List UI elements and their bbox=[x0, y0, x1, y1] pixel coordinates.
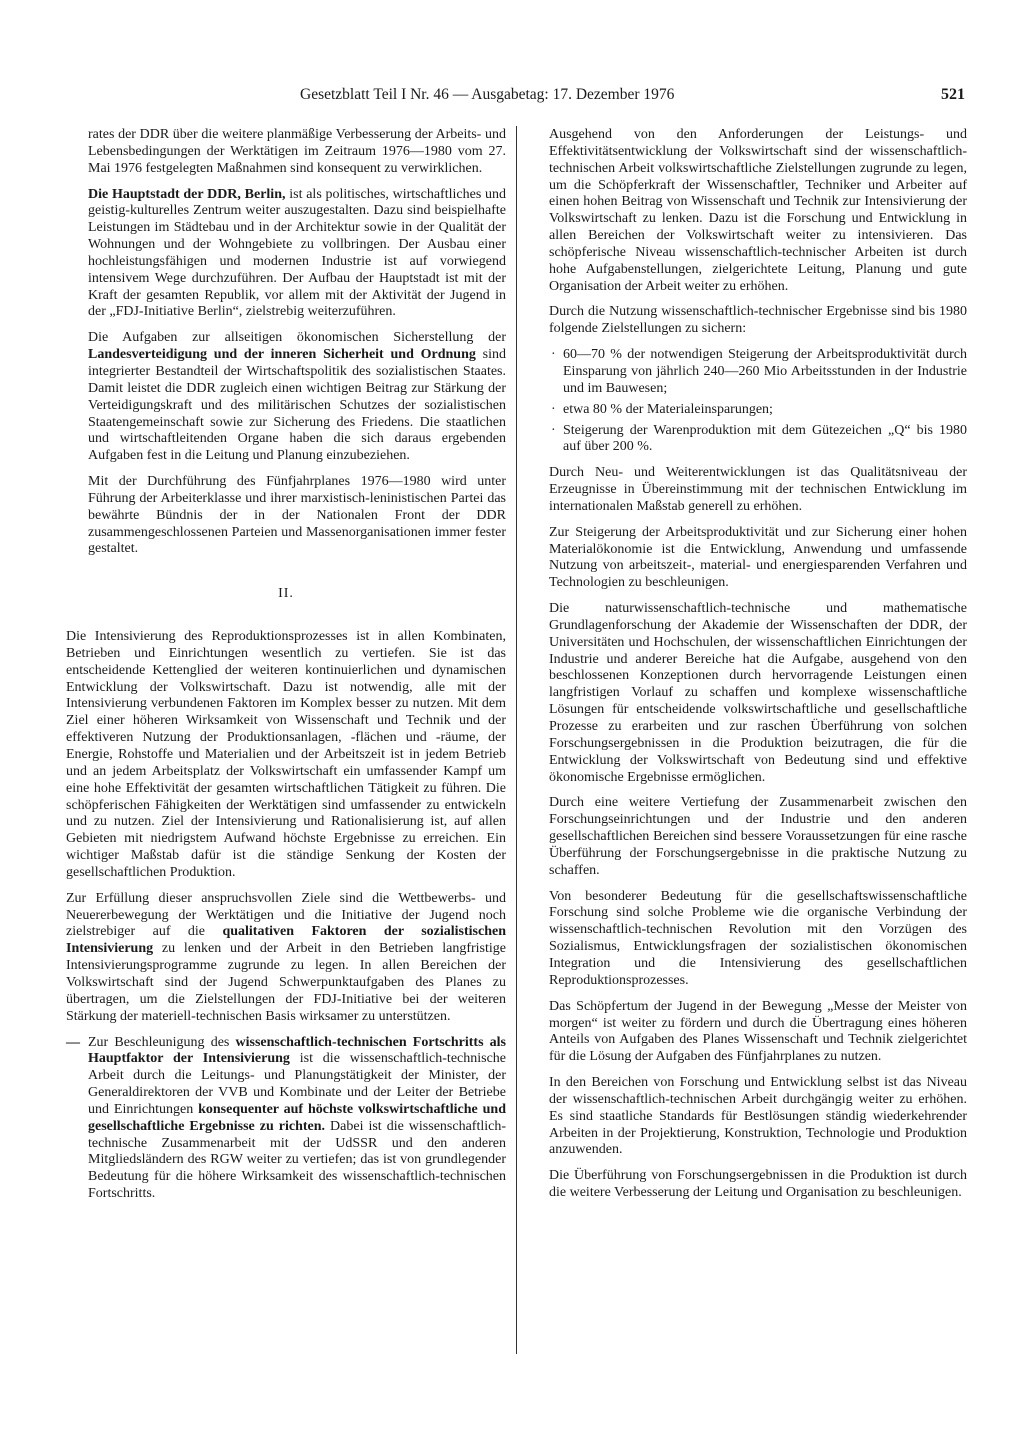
paragraph-text: Durch eine weitere Vertiefung der Zusammenarbeit zwischen den Forschungseinrichtungen und der Industrie und den anderen gesellschaftlichen Bereichen sind bessere Voraussetzungen für eine rasche Überführung der Forschungsergebnisse in die praktische Nutzung zu schaffen. bbox=[549, 795, 967, 878]
right-column bbox=[549, 127, 967, 1211]
paragraph-text: Zur Beschleunigung des bbox=[88, 1034, 236, 1050]
bullet-marker: · bbox=[551, 401, 556, 417]
paragraph bbox=[549, 999, 967, 1066]
paragraph bbox=[549, 1168, 967, 1202]
paragraph bbox=[549, 304, 967, 338]
bullet-marker: · bbox=[551, 347, 556, 363]
paragraph-text: Zur Erfüllung dieser anspruchsvollen Ziele sind die Wettbewerbs- und Neuererbewegung der Werktätigen und die Initiative der Jugend noch zielstrebiger auf die bbox=[66, 890, 506, 940]
dash-marker: — bbox=[66, 1034, 80, 1050]
paragraph-text: Die Intensivierung des Reproduktionsprozesses ist in allen Kombinaten, Betrieben und Einrichtungen wesentlich zu vertiefen. Sie ist das entscheidende Kettenglied der weiteren kontinuierlichen und dynamischen Entwicklung der Volkswirtschaft. Dazu ist notwendig, alle mit der Intensivierung verbundenen Faktoren im Komplex besser zu nutzen. Mit dem Ziel einer höheren Wirksamkeit von Wissenschaft und Technik und der effektiveren Nutzung der Produktionsanlagen, -flächen und -räume, der Energie, Rohstoffe und Materialien und der Arbeitszeit ist in jedem Betrieb und an jedem Arbeitsplatz der Volkswirtschaft ein umfassender Kampf um eine hohe Effektivität der gesamten wirtschaftlichen Tätigkeit zu führen. Die schöpferischen Fähigkeiten der Werktätigen sind umfassender zu entwickeln und zu nutzen. Ziel der Intensivierung und Rationalisierung ist, auf allen Gebieten mit niedrigstem Aufwand höchste Ergebnisse zu erreichen. Ein wichtiger Maßstab dafür ist die ständige Senkung der Kosten der gesellschaftlichen Produktion. bbox=[66, 629, 506, 880]
paragraph bbox=[66, 891, 506, 1026]
paragraph bbox=[66, 629, 506, 882]
paragraph-text: ist die wissenschaftlich-technische Arbeit durch die Leitungs- und Planungstätigkeit der Minister, der Generaldirektoren der VVB und Kombinate und der Leiter der Betriebe und Einrichtungen bbox=[88, 1051, 507, 1117]
paragraph-text: Die Aufgaben zur allseitigen ökonomischen Sicherstellung der bbox=[88, 330, 506, 346]
paragraph-text: Dabei ist die wissenschaftlich-technische Zusammenarbeit mit der UdSSR und den anderen Mitgliedsländern des RGW weiter zu vertiefen; das ist von grundlegender Bedeutung für die höhere Wirksamkeit des wissenschaftlich-technischen Fortschritts. bbox=[88, 1118, 506, 1202]
paragraph-text: Das Schöpfertum der Jugend in der Bewegung „Messe der Meister von morgen“ ist weiter zu fördern und durch die Übertragung eines höheren Anteils von Aufgaben des Planes Wissenschaft und Technik zielgerichtet für die Lösung der Aufgaben des Fünfjahrplanes zu nutzen. bbox=[549, 998, 967, 1065]
paragraph-text: rates der DDR über die weitere planmäßige Verbesserung der Arbeits- und Lebensbedingungen der Werktätigen im Zeitraum 1976—1980 vom 27. Mai 1976 festgelegten Maßnahmen sind konsequent zu verwirklichen. bbox=[88, 127, 506, 176]
paragraph-text: Durch Neu- und Weiterentwicklungen ist das Qualitätsniveau der Erzeugnisse in Übereinstimmung mit der technischen Entwicklung im internationalen Maßstab generell zu erhöhen. bbox=[549, 465, 967, 514]
paragraph-text: ist als politisches, wirtschaftliches und geistig-kulturelles Zentrum weiter auszugestalten. Dazu sind beispielhafte Leistungen im Städtebau und in der Architektur sowie in der Qualität der Wohnungen und der Wohngebiete zu vollbringen. Der Ausbau einer hochleistungsfähigen und modernen Industrie ist auf vorwiegend intensivem Wege durchzuführen. Der Aufbau der Hauptstadt ist mit der Kraft der gesamten Republik, vor allem mit der Aktivität der Jugend in der „FDJ-Initiative Berlin“, zielstrebig weiterzuführen. bbox=[88, 186, 507, 320]
bullet-text: 60—70 % der notwendigen Steigerung der Arbeitsproduktivität durch Einsparung von jährlich 240—260 Mio Arbeitsstunden in der Industrie und im Bauwesen; bbox=[563, 347, 967, 396]
left-column bbox=[66, 127, 506, 1212]
paragraph-text: Durch die Nutzung wissenschaftlich-technischer Ergebnisse sind bis 1980 folgende Zielstellungen zu sichern: bbox=[549, 304, 967, 337]
paragraph-text: Zur Steigerung der Arbeitsproduktivität und zur Sicherung einer hohen Materialökonomie ist die Entwicklung, Anwendung und umfassende Nutzung von arbeitszeit-, material- und energiesparenden Verfahren und Technologien zu beschleunigen. bbox=[549, 524, 967, 591]
paragraph bbox=[549, 127, 967, 295]
paragraph bbox=[66, 187, 506, 322]
bold-text: konsequenter auf höchste volkswirtschaftliche und gesellschaftliche Ergebnisse zu richten. bbox=[88, 1101, 507, 1134]
section-heading: II. bbox=[278, 586, 294, 602]
bullet-text: Steigerung der Warenproduktion mit dem Gütezeichen „Q“ bis 1980 auf über 200 %. bbox=[563, 422, 967, 455]
bold-text: qualitativen Faktoren der sozialistischen Intensivierung bbox=[66, 924, 506, 957]
bullet-list-item bbox=[549, 402, 967, 419]
bullet-marker: · bbox=[551, 422, 556, 438]
bullet-list-item bbox=[549, 423, 967, 457]
paragraph-text: In den Bereichen von Forschung und Entwicklung selbst ist das Niveau der wissenschaftlich-technischen Arbeit durchgängig weiter zu erhöhen. Es sind staatliche Standards für Bestlösungen ständig wiederkehrender Arbeiten in der Projektierung, Konstruktion, Technologie und Produktion anzuwenden. bbox=[549, 1075, 967, 1158]
paragraph-text: Die naturwissenschaftlich-technische und mathematische Grundlagenforschung der Akademie der Wissenschaften der DDR, der Universitäten und Hochschulen, der wissenschaftlichen Einrichtungen der Industrie und anderer Bereiche hat die Aufgabe, ausgehend von den beschlossenen Konzeptionen durch hervorragende Leistungen einen langfristigen Vorlauf zu schaffen und komplexe wissenschaftliche Lösungen für entscheidende volkswirtschaftliche und gesellschaftliche Prozesse zu erarbeiten und zur raschen Überführung von solchen Forschungsergebnissen in die Produktion beizutragen, die für die Entwicklung der Volkswirtschaft von Bedeutung sind und effektive ökonomische Ergebnisse ermöglichen. bbox=[549, 601, 967, 785]
page-number: 521 bbox=[941, 86, 965, 103]
bold-text: wissenschaftlich-technischen Fortschritts als Hauptfaktor der Intensivierung bbox=[88, 1034, 506, 1067]
page-header bbox=[300, 86, 965, 108]
paragraph-text: zu lenken und der Arbeit in den Betrieben langfristige Intensivierungsprogramme zugrunde zu legen. In allen Bereichen der Volkswirtschaft sind der Jugend Schwerpunktaufgaben des Planes zu übertragen, um die Zielstellungen der FDJ-Initiative bei der weiteren Stärkung der materiell-technischen Basis wirksamer zu unterstützen. bbox=[66, 941, 506, 1024]
header-title: Gesetzblatt Teil I Nr. 46 — Ausgabetag: 17. Dezember 1976 bbox=[300, 86, 675, 103]
paragraph-text: sind integrierter Bestandteil der Wirtschaftspolitik des sozialistischen Staates. Damit leistet die DDR zugleich einen wichtigen Beitrag zur Stärkung der Verteidigungskraft und des militärischen Schutzes der sozialistischen Staatengemeinschaft sowie zur Sicherung des Friedens. Die staatlichen und wirtschaftleitenden Organe haben die sich daraus ergebenden Aufgaben fest in die Leitung und Planung einzubeziehen. bbox=[88, 347, 507, 464]
bullet-text: etwa 80 % der Materialeinsparungen; bbox=[563, 401, 773, 417]
paragraph bbox=[66, 474, 506, 558]
paragraph bbox=[549, 465, 967, 516]
paragraph bbox=[549, 889, 967, 990]
paragraph bbox=[549, 525, 967, 592]
paragraph bbox=[549, 601, 967, 786]
bullet-list-item bbox=[549, 347, 967, 398]
paragraph-text: Die Überführung von Forschungsergebnissen in die Produktion ist durch die weitere Verbesserung der Leitung und Organisation zu beschleunigen. bbox=[549, 1168, 967, 1201]
paragraph bbox=[66, 330, 506, 465]
bold-text: Landesverteidigung und der inneren Sicherheit und Ordnung bbox=[88, 347, 476, 363]
bold-text: Die Hauptstadt der DDR, Berlin, bbox=[88, 186, 286, 202]
paragraph-text: Mit der Durchführung des Fünfjahrplanes 1976—1980 wird unter Führung der Arbeiterklasse und ihrer marxistisch-leninistischen Partei das bewährte Bündnis der in der Nationalen Front der DDR zusammengeschlossenen Parteien und Massenorganisationen immer fester gestaltet. bbox=[88, 474, 506, 557]
column-divider bbox=[516, 126, 517, 1354]
dash-list-item bbox=[66, 1035, 506, 1203]
paragraph bbox=[549, 795, 967, 879]
paragraph-text: Ausgehend von den Anforderungen der Leistungs- und Effektivitätsentwicklung der Volkswirtschaft sind der wissenschaftlich-technischen Arbeit volkswirtschaftliche Zielstellungen zugrunde zu legen, um die Schöpferkraft der Wissenschaftler, Techniker und Arbeiter auf einen hohen Beitrag von Wissenschaft und Technik zur Intensivierung der Volkswirtschaft zu lenken. Dazu ist die Forschung und Entwicklung in allen Bereichen der Volkswirtschaft weiter zu intensivieren. Das schöpferische Niveau wissenschaftlich-technischer Arbeiten ist durch hohe Aufgabenstellungen, zielgerichtete Leitung, Planung und gute Organisation der Arbeit weiter zu erhöhen. bbox=[549, 127, 967, 294]
paragraph bbox=[66, 127, 506, 178]
paragraph-text: Von besonderer Bedeutung für die gesellschaftswissenschaftliche Forschung sind solche Probleme wie die organische Verbindung der wissenschaftlich-technischen Revolution mit den Vorzügen des Sozialismus, Entwicklungsfragen der sozialistischen ökonomischen Integration und die Intensivierung des gesellschaftlichen Reproduktionsprozesses. bbox=[549, 888, 967, 988]
paragraph bbox=[549, 1075, 967, 1159]
